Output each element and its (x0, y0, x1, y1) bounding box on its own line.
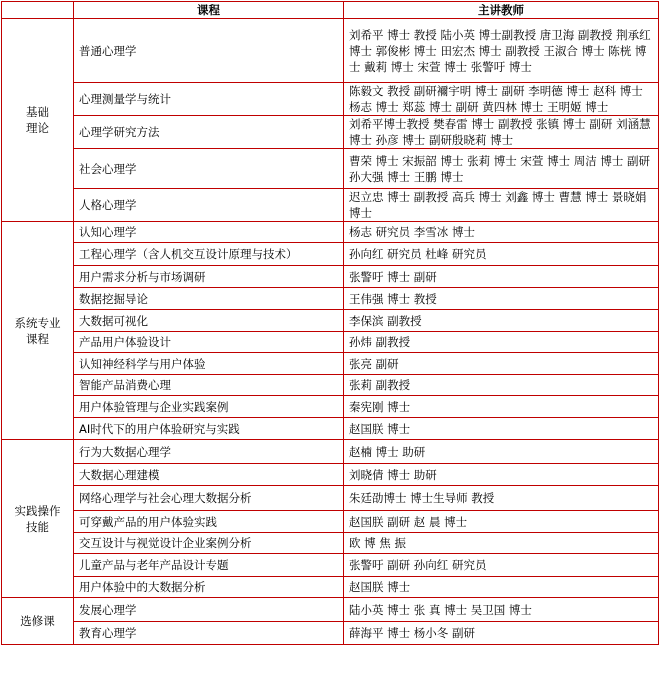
course-cell: 数据挖掘导论 (74, 288, 344, 310)
teacher-cell: 陆小英 博士 张 真 博士 吴卫国 博士 (344, 598, 659, 622)
course-cell: 用户需求分析与市场调研 (74, 266, 344, 288)
course-cell: 普通心理学 (74, 19, 344, 83)
table-row (2, 332, 659, 353)
teacher-cell: 赵国朕 博士 (344, 418, 659, 440)
table-row (2, 577, 659, 598)
course-cell: 心理测量学与统计 (74, 83, 344, 116)
table-row (2, 19, 659, 83)
teacher-cell: 张警吁 副研 孙向红 研究员 (344, 554, 659, 577)
category-cell: 选修课 (2, 598, 74, 645)
table-row (2, 116, 659, 149)
table-row (2, 189, 659, 222)
category-cell: 基础 理论 (2, 19, 74, 222)
course-cell: 交互设计与视觉设计企业案例分析 (74, 533, 344, 554)
teacher-cell: 李保滨 副教授 (344, 310, 659, 332)
category-column-header (2, 2, 74, 19)
teacher-column-header: 主讲教师 (344, 2, 659, 19)
table-body (2, 19, 659, 645)
table-row (2, 243, 659, 266)
course-cell: 认知心理学 (74, 222, 344, 243)
course-cell: 可穿戴产品的用户体验实践 (74, 511, 344, 533)
table-row (2, 375, 659, 396)
table-row (2, 288, 659, 310)
teacher-cell: 薛海平 博士 杨小冬 副研 (344, 622, 659, 645)
teacher-cell: 赵楠 博士 助研 (344, 440, 659, 464)
table-row (2, 149, 659, 189)
teacher-cell: 王伟强 博士 教授 (344, 288, 659, 310)
teacher-cell: 刘希平博士教授 樊春雷 博士 副教授 张镇 博士 副研 刘涵慧 博士 孙彦 博士 副研殷晓莉 博士 (344, 116, 659, 149)
course-cell: AI时代下的用户体验研究与实践 (74, 418, 344, 440)
course-cell: 工程心理学（含人机交互设计原理与技术） (74, 243, 344, 266)
course-cell: 大数据可视化 (74, 310, 344, 332)
table-row (2, 418, 659, 440)
table-row (2, 598, 659, 622)
course-cell: 智能产品消费心理 (74, 375, 344, 396)
teacher-cell: 赵国朕 副研 赵 晨 博士 (344, 511, 659, 533)
table-row (2, 464, 659, 486)
table-header-row (2, 2, 659, 19)
table-row (2, 396, 659, 418)
table-row (2, 533, 659, 554)
teacher-cell: 赵国朕 博士 (344, 577, 659, 598)
teacher-cell: 朱廷劭博士 博士生导师 教授 (344, 486, 659, 511)
teacher-cell: 张警吁 博士 副研 (344, 266, 659, 288)
table-row (2, 353, 659, 375)
table-row (2, 266, 659, 288)
course-cell: 认知神经科学与用户体验 (74, 353, 344, 375)
category-cell: 系统专业 课程 (2, 222, 74, 440)
course-cell: 用户体验中的大数据分析 (74, 577, 344, 598)
course-cell: 大数据心理建模 (74, 464, 344, 486)
table-row (2, 622, 659, 645)
course-cell: 教育心理学 (74, 622, 344, 645)
teacher-cell: 孙炜 副教授 (344, 332, 659, 353)
teacher-cell: 迟立忠 博士 副教授 高兵 博士 刘鑫 博士 曹慧 博士 景晓娟 博士 (344, 189, 659, 222)
course-cell: 产品用户体验设计 (74, 332, 344, 353)
table-row (2, 486, 659, 511)
teacher-cell: 陈毅文 教授 副研襧宇明 博士 副研 李明德 博士 赵科 博士 杨志 博士 郑蕊 博士 副研 黄四林 博士 王明姬 博士 (344, 83, 659, 116)
table-row (2, 554, 659, 577)
category-cell: 实践操作 技能 (2, 440, 74, 598)
table-row (2, 83, 659, 116)
teacher-cell: 秦宪刚 博士 (344, 396, 659, 418)
table-row (2, 310, 659, 332)
teacher-cell: 张莉 副教授 (344, 375, 659, 396)
course-cell: 行为大数据心理学 (74, 440, 344, 464)
table-row (2, 511, 659, 533)
course-cell: 网络心理学与社会心理大数据分析 (74, 486, 344, 511)
table-row (2, 222, 659, 243)
course-cell: 人格心理学 (74, 189, 344, 222)
course-cell: 发展心理学 (74, 598, 344, 622)
course-column-header: 课程 (74, 2, 344, 19)
teacher-cell: 杨志 研究员 李雪冰 博士 (344, 222, 659, 243)
course-cell: 心理学研究方法 (74, 116, 344, 149)
teacher-cell: 刘希平 博士 教授 陆小英 博士副教授 唐卫海 副教授 荆承红 博士 郭俊彬 博士 田宏杰 博士 副教授 王淑合 博士 陈桄 博士 戴莉 博士 宋萱 博士 张警吁 博士 (344, 19, 659, 83)
table-row (2, 440, 659, 464)
course-cell: 儿童产品与老年产品设计专题 (74, 554, 344, 577)
teacher-cell: 刘晓倩 博士 助研 (344, 464, 659, 486)
course-cell: 社会心理学 (74, 149, 344, 189)
teacher-cell: 欧 博 焦 振 (344, 533, 659, 554)
teacher-cell: 孙向红 研究员 杜峰 研究员 (344, 243, 659, 266)
course-table (1, 1, 659, 645)
teacher-cell: 张亮 副研 (344, 353, 659, 375)
course-cell: 用户体验管理与企业实践案例 (74, 396, 344, 418)
teacher-cell: 曹荣 博士 宋振韶 博士 张莉 博士 宋萱 博士 周洁 博士 副研孙大强 博士 王鹏 博士 (344, 149, 659, 189)
